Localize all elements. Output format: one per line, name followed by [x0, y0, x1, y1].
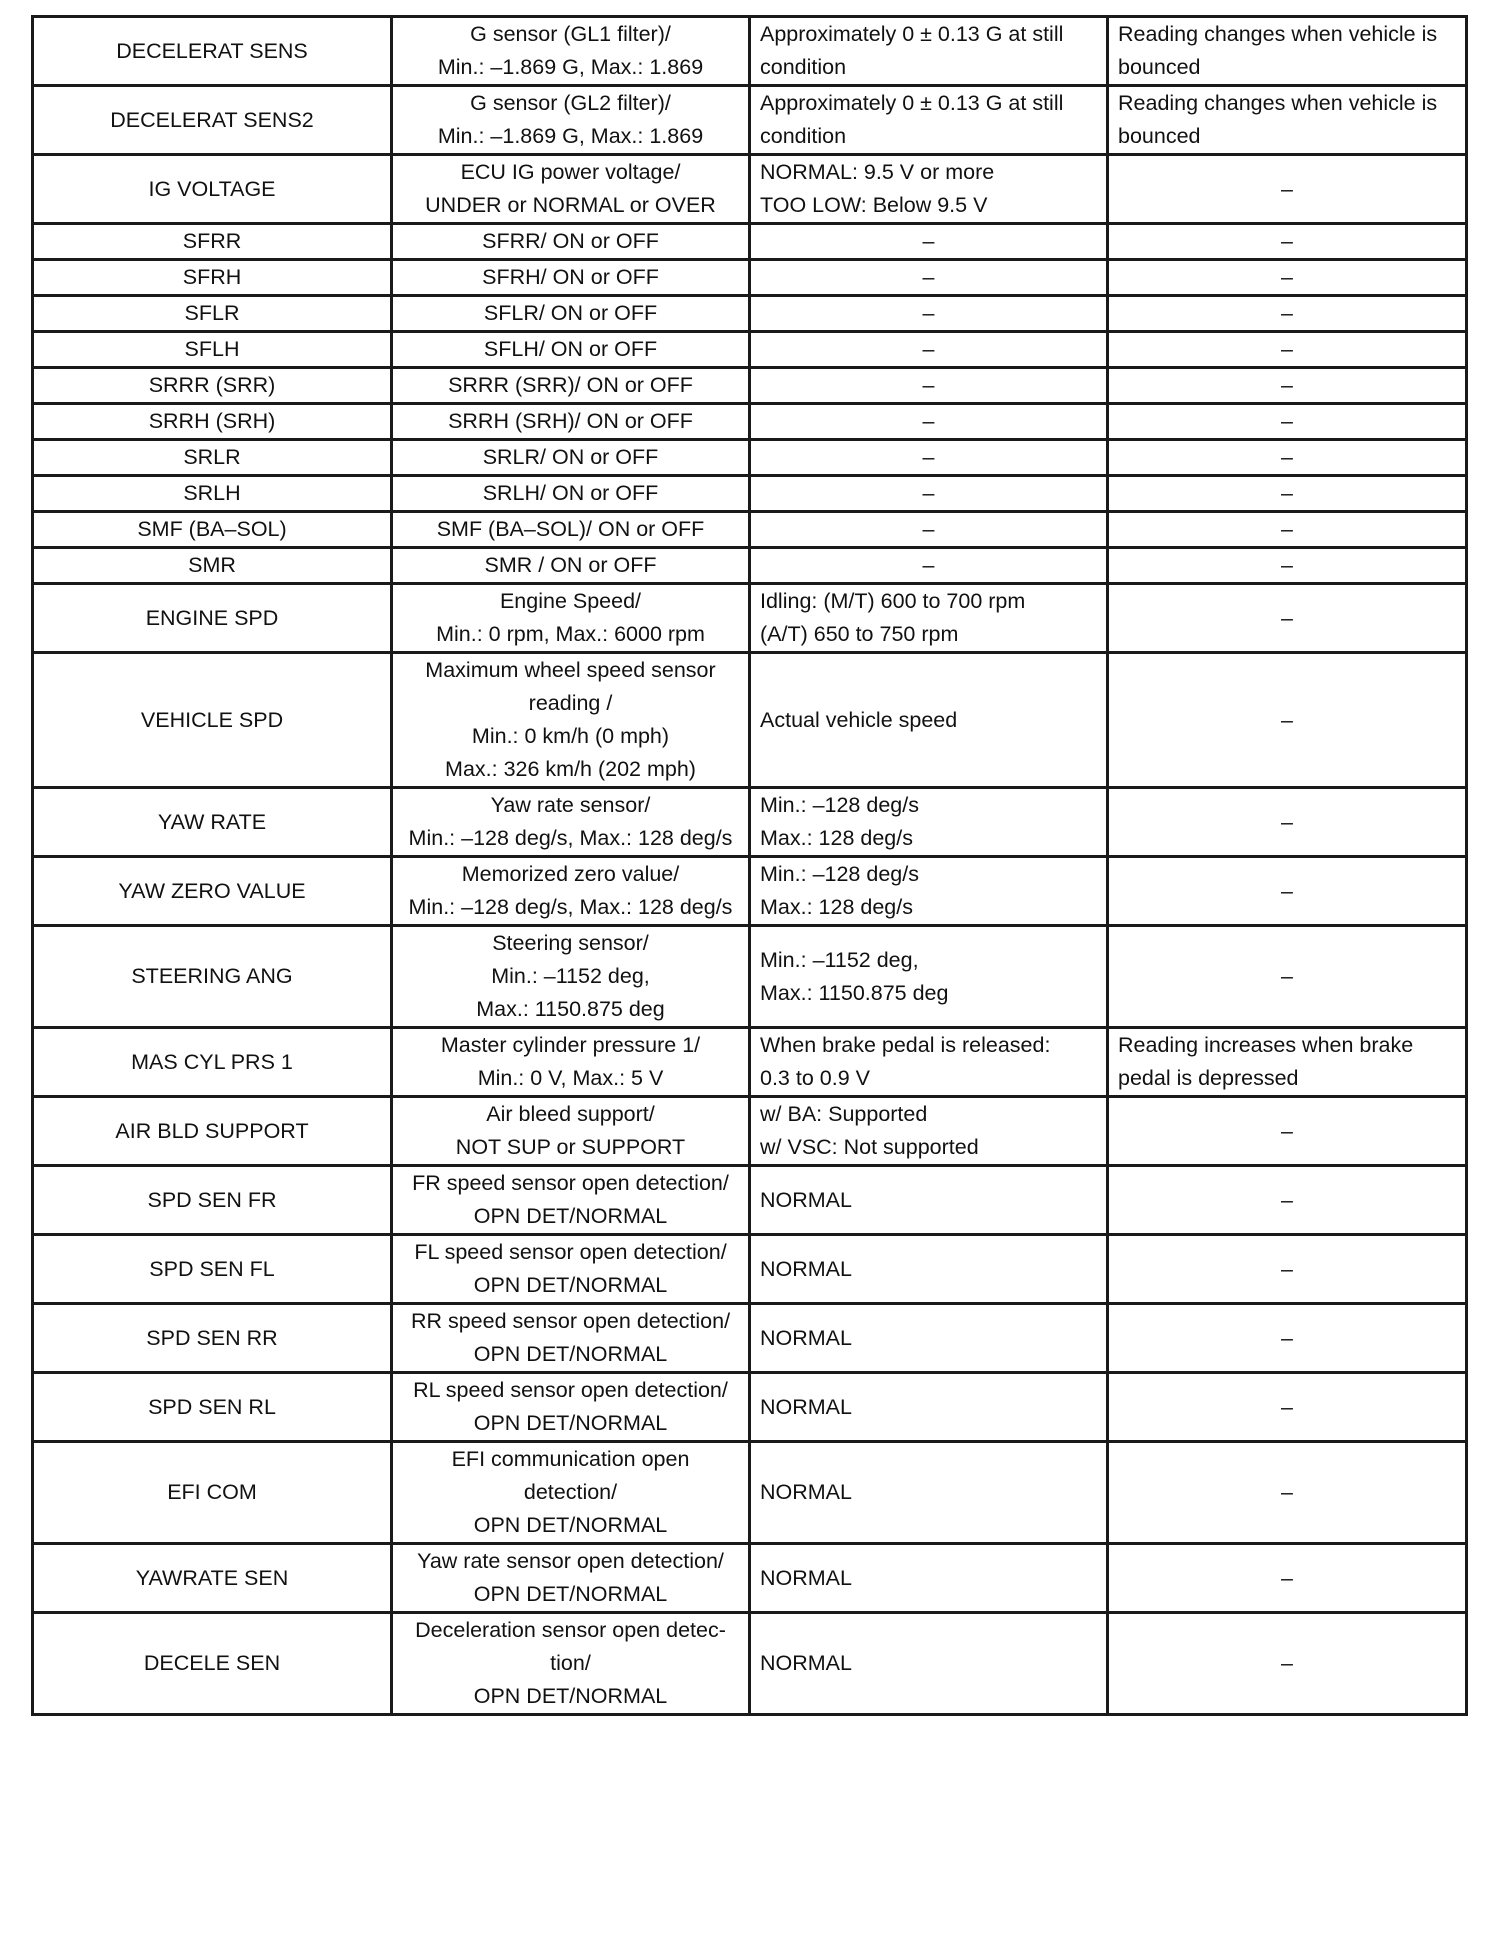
- item-name-cell: SPD SEN FL: [33, 1235, 392, 1304]
- measurement-range-cell: Memorized zero value/ Min.: –128 deg/s, Max.: 128 deg/s: [392, 857, 750, 926]
- table-row: [33, 404, 1467, 440]
- table-row: [33, 584, 1467, 653]
- table-row: [33, 1028, 1467, 1097]
- diagnostic-note-cell: –: [1108, 1544, 1467, 1613]
- measurement-range-cell: RL speed sensor open detection/ OPN DET/NORMAL: [392, 1373, 750, 1442]
- table-row: [33, 788, 1467, 857]
- normal-condition-cell: NORMAL: [750, 1544, 1108, 1613]
- table-row: [33, 1166, 1467, 1235]
- measurement-range-cell: Engine Speed/ Min.: 0 rpm, Max.: 6000 rpm: [392, 584, 750, 653]
- table-row: [33, 332, 1467, 368]
- item-name-cell: YAW ZERO VALUE: [33, 857, 392, 926]
- diagnostic-note-cell: –: [1108, 1235, 1467, 1304]
- diagnostic-note-cell: –: [1108, 1166, 1467, 1235]
- table-row: [33, 1097, 1467, 1166]
- diagnostic-note-cell: Reading changes when vehicle is bounced: [1108, 86, 1467, 155]
- item-name-cell: DECELERAT SENS2: [33, 86, 392, 155]
- normal-condition-cell: –: [750, 548, 1108, 584]
- measurement-range-cell: FL speed sensor open detection/ OPN DET/NORMAL: [392, 1235, 750, 1304]
- table-row: [33, 1235, 1467, 1304]
- measurement-range-cell: SRRR (SRR)/ ON or OFF: [392, 368, 750, 404]
- measurement-range-cell: SMF (BA–SOL)/ ON or OFF: [392, 512, 750, 548]
- normal-condition-cell: NORMAL: [750, 1166, 1108, 1235]
- table-row: [33, 17, 1467, 86]
- item-name-cell: VEHICLE SPD: [33, 653, 392, 788]
- diagnostic-note-cell: –: [1108, 332, 1467, 368]
- normal-condition-cell: Actual vehicle speed: [750, 653, 1108, 788]
- item-name-cell: SFLH: [33, 332, 392, 368]
- item-name-cell: SFLR: [33, 296, 392, 332]
- normal-condition-cell: –: [750, 404, 1108, 440]
- item-name-cell: SPD SEN RL: [33, 1373, 392, 1442]
- normal-condition-cell: –: [750, 224, 1108, 260]
- diagnostic-note-cell: Reading increases when brake pedal is depressed: [1108, 1028, 1467, 1097]
- measurement-range-cell: ECU IG power voltage/ UNDER or NORMAL or OVER: [392, 155, 750, 224]
- diagnostic-note-cell: –: [1108, 260, 1467, 296]
- measurement-range-cell: G sensor (GL1 filter)/ Min.: –1.869 G, Max.: 1.869: [392, 17, 750, 86]
- normal-condition-cell: Min.: –128 deg/s Max.: 128 deg/s: [750, 788, 1108, 857]
- normal-condition-cell: –: [750, 296, 1108, 332]
- item-name-cell: SPD SEN FR: [33, 1166, 392, 1235]
- item-name-cell: EFI COM: [33, 1442, 392, 1544]
- item-name-cell: ENGINE SPD: [33, 584, 392, 653]
- table-row: [33, 653, 1467, 788]
- table-row: [33, 224, 1467, 260]
- item-name-cell: YAW RATE: [33, 788, 392, 857]
- table-row: [33, 260, 1467, 296]
- diagnostic-note-cell: –: [1108, 440, 1467, 476]
- table-row: [33, 440, 1467, 476]
- normal-condition-cell: Min.: –1152 deg, Max.: 1150.875 deg: [750, 926, 1108, 1028]
- item-name-cell: DECELE SEN: [33, 1613, 392, 1715]
- diagnostic-note-cell: –: [1108, 512, 1467, 548]
- diagnostic-note-cell: –: [1108, 476, 1467, 512]
- measurement-range-cell: SMR / ON or OFF: [392, 548, 750, 584]
- normal-condition-cell: –: [750, 476, 1108, 512]
- table-row: [33, 1544, 1467, 1613]
- measurement-range-cell: Steering sensor/ Min.: –1152 deg, Max.: 1150.875 deg: [392, 926, 750, 1028]
- measurement-range-cell: FR speed sensor open detection/ OPN DET/NORMAL: [392, 1166, 750, 1235]
- diagnostic-note-cell: Reading changes when vehicle is bounced: [1108, 17, 1467, 86]
- normal-condition-cell: –: [750, 440, 1108, 476]
- item-name-cell: SMF (BA–SOL): [33, 512, 392, 548]
- normal-condition-cell: NORMAL: 9.5 V or more TOO LOW: Below 9.5 V: [750, 155, 1108, 224]
- normal-condition-cell: w/ BA: Supported w/ VSC: Not supported: [750, 1097, 1108, 1166]
- normal-condition-cell: When brake pedal is released: 0.3 to 0.9 V: [750, 1028, 1108, 1097]
- measurement-range-cell: SRLR/ ON or OFF: [392, 440, 750, 476]
- item-name-cell: YAWRATE SEN: [33, 1544, 392, 1613]
- normal-condition-cell: –: [750, 260, 1108, 296]
- item-name-cell: SRRH (SRH): [33, 404, 392, 440]
- measurement-range-cell: SRRH (SRH)/ ON or OFF: [392, 404, 750, 440]
- diagnostic-note-cell: –: [1108, 155, 1467, 224]
- normal-condition-cell: NORMAL: [750, 1304, 1108, 1373]
- diagnostic-note-cell: –: [1108, 368, 1467, 404]
- table-row: [33, 368, 1467, 404]
- measurement-range-cell: Air bleed support/ NOT SUP or SUPPORT: [392, 1097, 750, 1166]
- item-name-cell: SRRR (SRR): [33, 368, 392, 404]
- measurement-range-cell: Yaw rate sensor open detection/ OPN DET/NORMAL: [392, 1544, 750, 1613]
- normal-condition-cell: NORMAL: [750, 1235, 1108, 1304]
- normal-condition-cell: Min.: –128 deg/s Max.: 128 deg/s: [750, 857, 1108, 926]
- diagnostic-note-cell: –: [1108, 404, 1467, 440]
- normal-condition-cell: NORMAL: [750, 1373, 1108, 1442]
- data-list-table: [31, 15, 1468, 1716]
- table-row: [33, 926, 1467, 1028]
- normal-condition-cell: –: [750, 368, 1108, 404]
- item-name-cell: SRLH: [33, 476, 392, 512]
- diagnostic-note-cell: –: [1108, 224, 1467, 260]
- measurement-range-cell: Yaw rate sensor/ Min.: –128 deg/s, Max.: 128 deg/s: [392, 788, 750, 857]
- measurement-range-cell: Master cylinder pressure 1/ Min.: 0 V, Max.: 5 V: [392, 1028, 750, 1097]
- table-row: [33, 155, 1467, 224]
- normal-condition-cell: –: [750, 332, 1108, 368]
- table-row: [33, 1304, 1467, 1373]
- measurement-range-cell: SRLH/ ON or OFF: [392, 476, 750, 512]
- table-row: [33, 1373, 1467, 1442]
- item-name-cell: IG VOLTAGE: [33, 155, 392, 224]
- diagnostic-note-cell: –: [1108, 653, 1467, 788]
- measurement-range-cell: SFRR/ ON or OFF: [392, 224, 750, 260]
- measurement-range-cell: EFI communication open detection/ OPN DET/NORMAL: [392, 1442, 750, 1544]
- table-row: [33, 548, 1467, 584]
- diagnostic-note-cell: –: [1108, 1304, 1467, 1373]
- measurement-range-cell: SFRH/ ON or OFF: [392, 260, 750, 296]
- normal-condition-cell: –: [750, 512, 1108, 548]
- diagnostic-note-cell: –: [1108, 1613, 1467, 1715]
- table-row: [33, 857, 1467, 926]
- diagnostic-note-cell: –: [1108, 584, 1467, 653]
- diagnostic-note-cell: –: [1108, 857, 1467, 926]
- measurement-range-cell: SFLR/ ON or OFF: [392, 296, 750, 332]
- item-name-cell: SFRH: [33, 260, 392, 296]
- data-list-body: [33, 17, 1467, 1715]
- item-name-cell: SMR: [33, 548, 392, 584]
- item-name-cell: DECELERAT SENS: [33, 17, 392, 86]
- table-row: [33, 1613, 1467, 1715]
- table-row: [33, 1442, 1467, 1544]
- measurement-range-cell: Maximum wheel speed sensor reading / Min.: 0 km/h (0 mph) Max.: 326 km/h (202 mph): [392, 653, 750, 788]
- item-name-cell: SRLR: [33, 440, 392, 476]
- normal-condition-cell: Approximately 0 ± 0.13 G at still condition: [750, 86, 1108, 155]
- diagnostic-note-cell: –: [1108, 1097, 1467, 1166]
- diagnostic-note-cell: –: [1108, 926, 1467, 1028]
- normal-condition-cell: NORMAL: [750, 1442, 1108, 1544]
- measurement-range-cell: RR speed sensor open detection/ OPN DET/NORMAL: [392, 1304, 750, 1373]
- diagnostic-note-cell: –: [1108, 296, 1467, 332]
- diagnostic-note-cell: –: [1108, 548, 1467, 584]
- table-row: [33, 512, 1467, 548]
- table-row: [33, 296, 1467, 332]
- item-name-cell: MAS CYL PRS 1: [33, 1028, 392, 1097]
- normal-condition-cell: Approximately 0 ± 0.13 G at still condition: [750, 17, 1108, 86]
- diagnostic-note-cell: –: [1108, 788, 1467, 857]
- table-row: [33, 86, 1467, 155]
- item-name-cell: AIR BLD SUPPORT: [33, 1097, 392, 1166]
- diagnostic-note-cell: –: [1108, 1442, 1467, 1544]
- measurement-range-cell: G sensor (GL2 filter)/ Min.: –1.869 G, Max.: 1.869: [392, 86, 750, 155]
- item-name-cell: SPD SEN RR: [33, 1304, 392, 1373]
- table-row: [33, 476, 1467, 512]
- normal-condition-cell: NORMAL: [750, 1613, 1108, 1715]
- item-name-cell: STEERING ANG: [33, 926, 392, 1028]
- normal-condition-cell: Idling: (M/T) 600 to 700 rpm (A/T) 650 to 750 rpm: [750, 584, 1108, 653]
- diagnostic-note-cell: –: [1108, 1373, 1467, 1442]
- measurement-range-cell: Deceleration sensor open detec- tion/ OPN DET/NORMAL: [392, 1613, 750, 1715]
- measurement-range-cell: SFLH/ ON or OFF: [392, 332, 750, 368]
- item-name-cell: SFRR: [33, 224, 392, 260]
